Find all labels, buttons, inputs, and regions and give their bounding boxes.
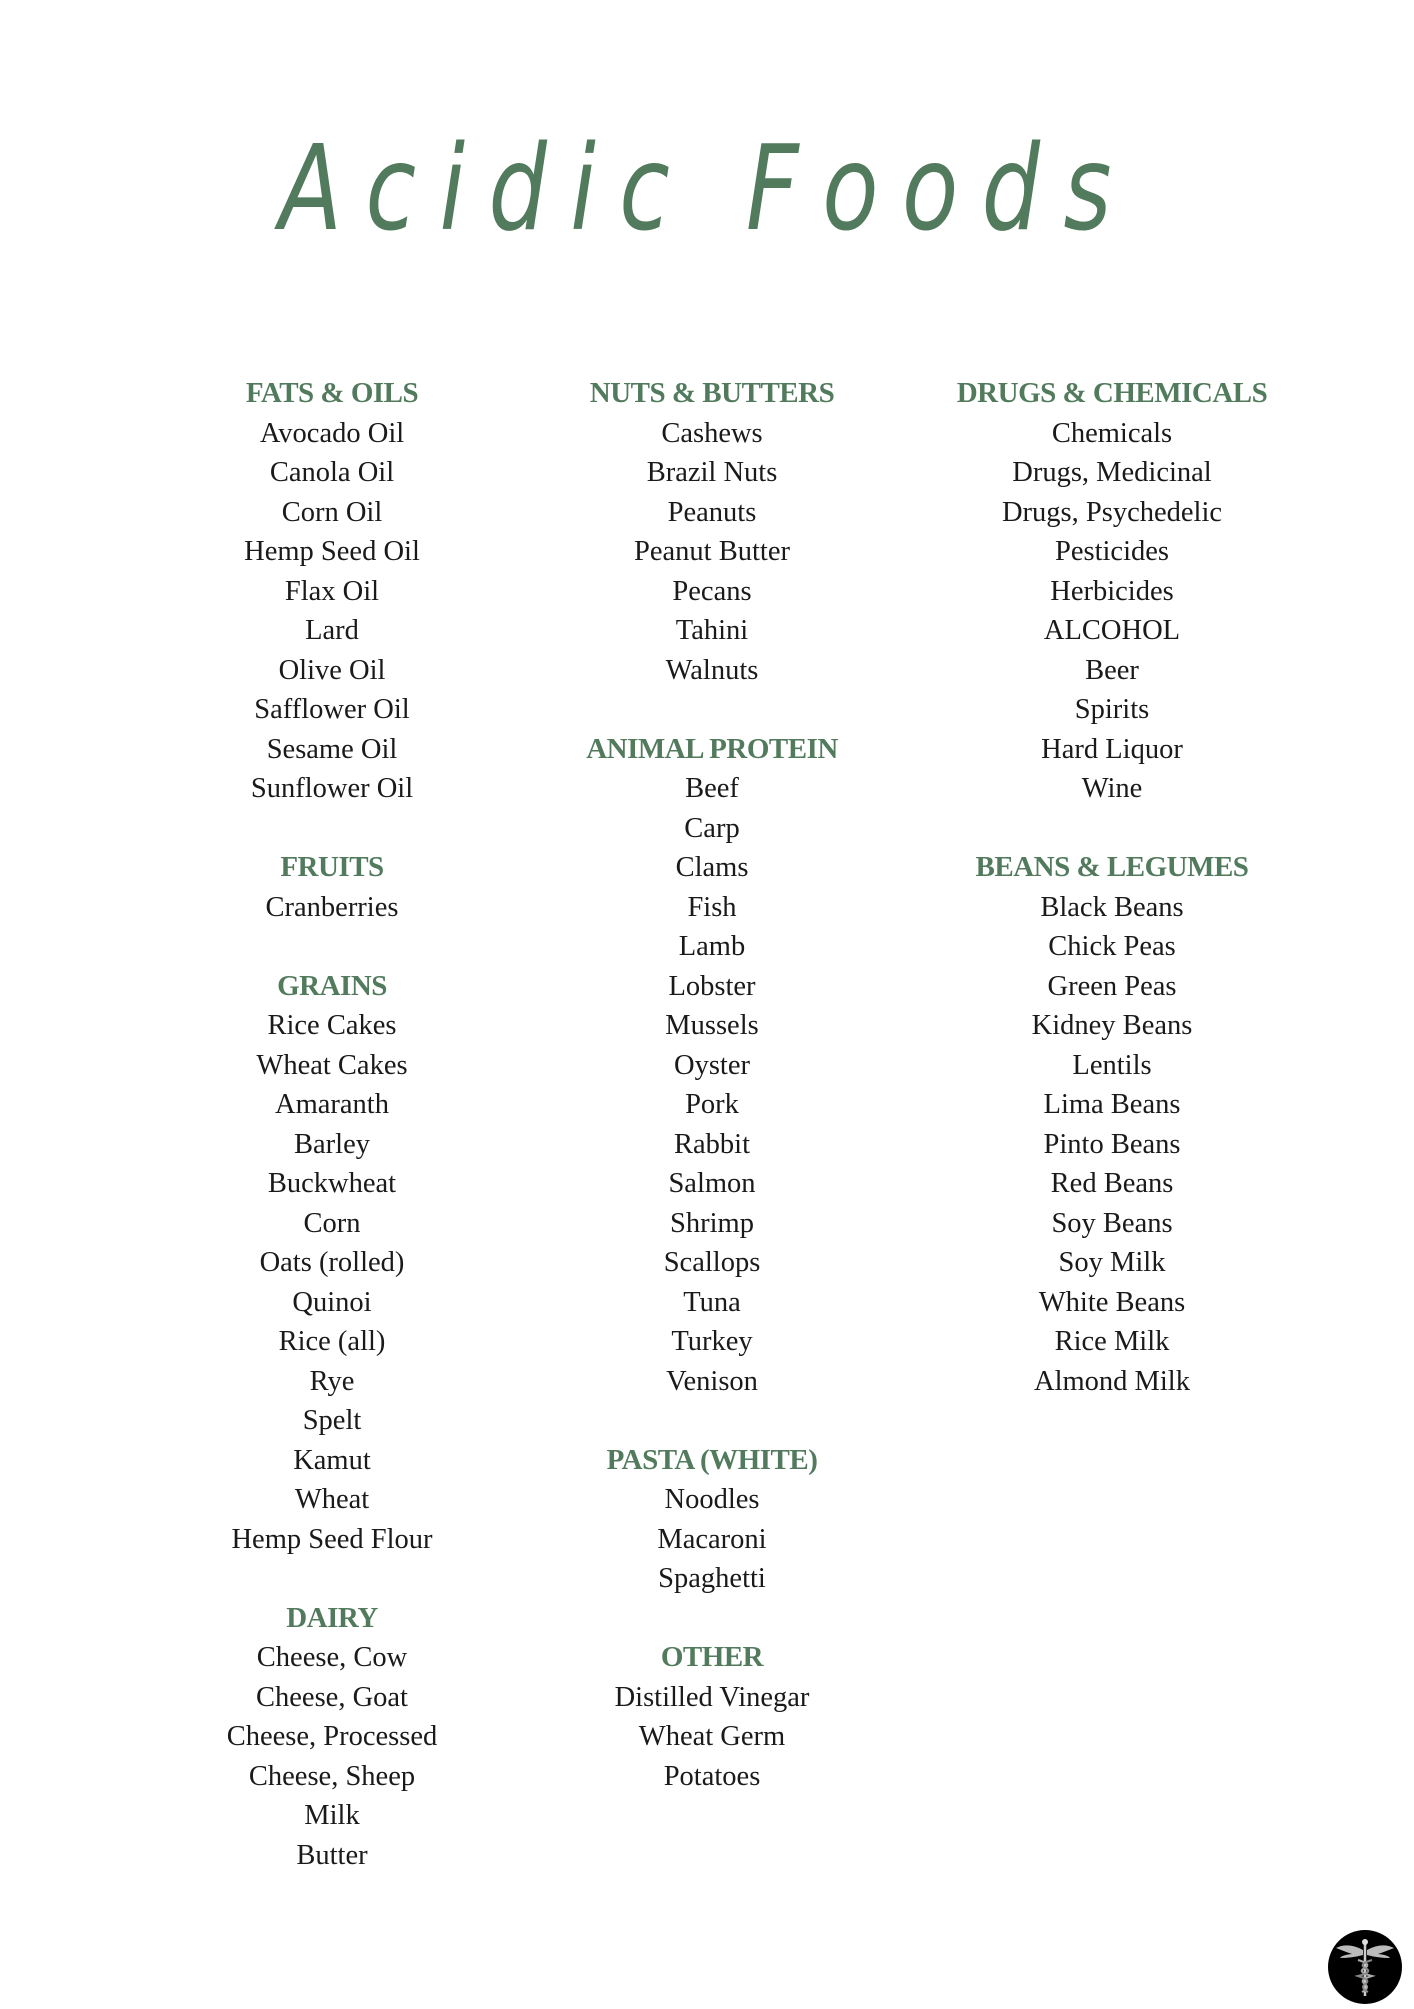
food-item: Venison: [666, 1365, 758, 1397]
category-heading: ANIMAL PROTEIN: [586, 732, 838, 765]
food-item: Green Peas: [1047, 970, 1177, 1002]
food-item: Peanuts: [667, 496, 757, 528]
category-heading: OTHER: [660, 1641, 764, 1673]
food-item: Milk: [304, 1800, 360, 1831]
food-item: Butter: [296, 1839, 368, 1871]
food-item: Rice Cakes: [267, 1010, 397, 1041]
food-item: Flax Oil: [284, 575, 380, 607]
category-heading: DAIRY: [286, 1601, 378, 1634]
food-item: Barley: [294, 1128, 370, 1160]
category-heading: FATS & OILS: [245, 377, 419, 409]
food-item: Corn: [303, 1207, 361, 1239]
food-item: Cheese, Sheep: [248, 1760, 416, 1792]
food-item: Red Beans: [1050, 1168, 1174, 1199]
food-category: [902, 374, 1322, 809]
food-item: Buckwheat: [267, 1168, 397, 1199]
food-item: Pork: [685, 1089, 739, 1120]
food-item: Carp: [684, 812, 740, 844]
category-heading: GRAINS: [277, 969, 387, 1002]
food-item: Shrimp: [670, 1207, 754, 1239]
food-item: Drugs, Psychedelic: [1001, 496, 1223, 528]
food-item: Cheese, Cow: [256, 1642, 408, 1673]
food-item: Hemp Seed Oil: [244, 536, 420, 567]
category-heading: DRUGS & CHEMICALS: [956, 377, 1268, 409]
food-item: Olive Oil: [278, 654, 386, 686]
food-item: Soy Beans: [1051, 1207, 1173, 1239]
food-item: Walnuts: [665, 654, 759, 686]
food-item: Salmon: [668, 1168, 756, 1199]
category-heading: FRUITS: [280, 851, 384, 883]
food-item: Clams: [675, 852, 749, 883]
food-item: Potatoes: [663, 1760, 761, 1792]
food-item: Oyster: [674, 1049, 750, 1081]
food-item: Brazil Nuts: [646, 457, 778, 488]
food-item: Rice (all): [278, 1326, 386, 1357]
food-item: Kidney Beans: [1031, 1010, 1193, 1041]
food-item: Lobster: [668, 970, 756, 1002]
food-item: Beer: [1085, 654, 1139, 686]
food-item: Cheese, Processed: [226, 1721, 438, 1752]
category-heading: NUTS & BUTTERS: [589, 377, 835, 409]
food-category: [122, 967, 542, 1560]
food-category: [122, 848, 542, 927]
food-item: Wheat: [294, 1484, 370, 1515]
food-item: Spaghetti: [658, 1563, 766, 1594]
food-item: Macaroni: [657, 1523, 767, 1555]
food-item: Wheat Cakes: [256, 1049, 408, 1081]
food-item: Sesame Oil: [266, 733, 398, 765]
food-item: Sunflower Oil: [250, 773, 414, 804]
food-item: Herbicides: [1050, 575, 1174, 607]
food-item: Mussels: [665, 1010, 759, 1041]
food-item: Amaranth: [275, 1089, 389, 1120]
food-item: Tuna: [683, 1286, 741, 1318]
category-heading: BEANS & LEGUMES: [975, 851, 1249, 883]
food-item: Distilled Vinegar: [614, 1681, 810, 1713]
food-item: Oats (rolled): [259, 1247, 405, 1278]
food-item: Chick Peas: [1048, 931, 1176, 962]
food-item: Black Beans: [1040, 891, 1184, 923]
food-item: Rabbit: [674, 1128, 750, 1160]
food-item: Lamb: [678, 931, 746, 962]
food-category: [122, 1599, 542, 1876]
column-2: [502, 374, 922, 1836]
food-category: [122, 374, 542, 809]
food-item: Chemicals: [1051, 417, 1173, 449]
food-item: Peanut Butter: [634, 536, 790, 567]
food-category: [502, 1638, 922, 1796]
food-item: Hemp Seed Flour: [231, 1523, 433, 1555]
food-item: Pecans: [672, 575, 752, 607]
food-item: Cashews: [661, 417, 763, 449]
food-item: Kamut: [293, 1444, 371, 1476]
food-item: Pesticides: [1055, 536, 1169, 567]
food-item: Beef: [685, 773, 739, 804]
food-item: Lentils: [1072, 1049, 1152, 1081]
food-category: [502, 730, 922, 1402]
food-item: Safflower Oil: [254, 694, 410, 725]
food-item: Lima Beans: [1043, 1089, 1181, 1120]
food-item: Rice Milk: [1054, 1326, 1170, 1357]
food-category: [902, 848, 1322, 1401]
food-item: ALCOHOL: [1043, 615, 1181, 646]
food-item: Hard Liquor: [1041, 733, 1183, 765]
food-item: Wine: [1081, 773, 1143, 804]
page-title: Acidic Foods: [279, 119, 1135, 257]
food-item: White Beans: [1038, 1286, 1186, 1318]
food-item: Lard: [305, 615, 359, 646]
food-category: [502, 374, 922, 690]
column-1: [122, 374, 542, 1915]
food-item: Canola Oil: [269, 457, 395, 488]
food-item: Drugs, Medicinal: [1012, 457, 1212, 488]
food-item: Quinoi: [292, 1286, 372, 1318]
food-item: Spelt: [302, 1405, 362, 1436]
food-item: Fish: [687, 891, 737, 923]
food-item: Cranberries: [265, 891, 399, 923]
food-item: Tahini: [675, 615, 749, 646]
caduceus-icon: [1328, 1930, 1402, 2004]
food-item: Avocado Oil: [259, 417, 405, 449]
food-category: [502, 1441, 922, 1599]
food-item: Soy Milk: [1058, 1247, 1166, 1278]
column-3: [902, 374, 1322, 1441]
food-item: Almond Milk: [1034, 1365, 1190, 1397]
category-heading: PASTA (WHITE): [606, 1443, 818, 1476]
food-item: Corn Oil: [281, 496, 383, 528]
food-item: Pinto Beans: [1043, 1128, 1181, 1160]
food-item: Rye: [309, 1365, 355, 1397]
food-item: Cheese, Goat: [256, 1681, 408, 1713]
food-item: Scallops: [663, 1247, 761, 1278]
food-item: Noodles: [664, 1484, 760, 1515]
food-item: Spirits: [1074, 694, 1150, 725]
food-item: Turkey: [671, 1326, 753, 1357]
food-item: Wheat Germ: [638, 1721, 786, 1752]
